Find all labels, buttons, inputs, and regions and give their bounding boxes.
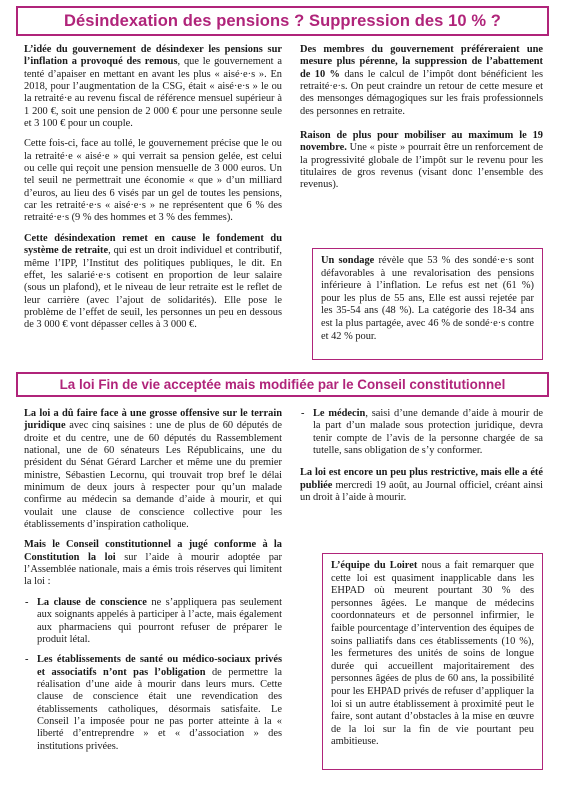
medecin-bold: Le médecin [313,408,366,419]
medecin-text: , saisi d’une demande d’aide à mourir de la part d’un malade sous protection juridique, devra tenir compte de l’avis de la personne chargée de sa tutelle, sans obligation de s’y conformer. [313,408,544,457]
paragraph-conseil [24,539,282,588]
reserves-list-continued [300,408,543,457]
lead-bold: L’idée du gouvernement de désindexer les pensions sur l’inflation a provoqué des remous [24,44,282,68]
lead-text: , que le gouvernement a tenté d’apaiser en mettant en avant les plus « aisé·e·s ». En 2018, pour l’augmentation de la CSG, était « aisé·e·s » le ou la retraité·e au revenu fiscal de référence mensuel supérieur à 1 200 €, soit une pension de 2 000 € pour une personne seule et 3 100 € pour un couple. [24,56,282,130]
publiee-text: mercredi 19 août, au Journal officiel, créant ainsi un droit à l’aide à mourir. [300,479,543,504]
article-fin-de-vie-left [24,408,282,761]
loiret-text: nous a fait remarquer que cette loi est quasiment inapplicable dans les EHPAD où meurent pourtant 30 % des personnes âgées. Le manque de médecins coordonnateurs et de personnel infirmier, le faible pourcentage d’intervention des équipes de soins palliatifs dans ces établissements (10 %), les fermetures des unités de soins de longue durée qui accueillent majoritairement des personnes âgées de plus de 60 ans, la possibilité pour les EHPAD privés de refuser d’appliquer la loi si un autre établissement à proximité peut le faire, sont autant d’obstacles à la mise en œuvre de la loi sur la fin de vie pourtant peu ambitieuse. [331,560,534,748]
abattement-text: dans le calcul de l’impôt dont bénéficient les retraité·e·s. On peut craindre un retour de cette mesure et des mensonges démagogiques sur les frais professionnels des personnes en retraite. [300,68,543,117]
paragraph-fondement [24,233,282,332]
headline-fin-de-vie: La loi Fin de vie acceptée mais modifiée par le Conseil constitutionnel [16,372,549,397]
headline-pensions: Désindexation des pensions ? Suppression des 10 % ? [16,6,549,36]
loiret-bold: L’équipe du Loiret [331,560,418,571]
clause-text: ne s’appliquera pas seulement aux soignants appelés à participer à l’acte, mais également aux pharmaciens qui pourront refuser de préparer le produit létal. [37,596,282,645]
paragraph-mobiliser [300,130,543,192]
paragraph-offensive [24,408,282,531]
mobiliser-text: Une « piste » pourrait être un renforcement de la progressivité globale de l’impôt sur le revenu pour les titulaires de gros revenus (visant donc l’ensemble des revenus). [300,142,543,191]
fondement-text: , qui est un droit individuel et contributif, même l’IPP, l’Institut des politiques publiques, le dit. En effet, les salarié·e·s cotisent en proportion de leur salaire (sous un plafond), et le niveau de leur retraite est le reflet de leur carrière (avec l’ajout de solidarités). Elle pose le problème de l’effet de seuil, les personnes un peu en dessous de 3 000 € vont dépasser celles à 3 000 €. [24,245,282,331]
conseil-text: sur l’aide à mourir adoptée par l’Assemblée nationale, mais a émis trois réserves qui limitent la loi : [24,551,282,588]
loiret-box [322,553,543,770]
offensive-text: avec cinq saisines : une de plus de 60 députés de droite et du centre, une de 60 députés du Rassemblement national, une de 60 sénateurs Les Républicains, une du président du Sénat Gérard Larcher et même une du premier ministre, Sébastien Lecornu, qui trouvait trop bref le délai minimum de deux jours à respecter pour qu’un malade confirme au médecin sa demande d’aide à mourir, et qui voulait une clause de conscience collective pour les établissements d’inspiration catholique. [24,420,282,531]
sondage-text: révèle que 53 % des sondé·e·s sont défavorables à une revalorisation des pensions inférieure à l’inflation. Le refus est net (61 %) pour les plus de 55 ans, Elle est aussi rejetée par les 35-54 ans (48 %). La catégorie des 18-34 ans est la plus partagée, avec 46 % de sondé·e·s contre et 42 % pour. [321,255,534,342]
etablissements-bold: Les établissements de santé ou médico-sociaux privés et associatifs n’ont pas l’obligation [37,654,282,678]
article-pensions-left [24,44,282,340]
publiee-bold: La loi est encore un peu plus restrictive, mais elle a été publiée [300,467,543,491]
paragraph-desindexation [24,44,282,130]
article-fin-de-vie-right [300,408,543,512]
reserves-list [24,597,282,753]
sondage-box [312,248,543,360]
conseil-bold: Mais le Conseil constitutionnel a jugé conforme à la Constitution la loi [24,539,282,563]
clause-bold: La clause de conscience [37,596,147,608]
mobiliser-bold: Raison de plus pour mobiliser au maximum le 19 novembre. [300,130,543,154]
article-pensions-right [300,44,543,200]
paragraph-publiee [300,467,543,504]
list-item [24,654,282,753]
paragraph-abattement [300,44,543,118]
etablissements-text: de permettre la réalisation d’une aide à mourir dans leurs murs. Cette clause de conscience était une revendication des établissements catholiques, désormais satisfaite. Le Conseil l’a imposée pour ne pas porter atteinte à la « liberté d’entreprendre » et « d’association » des institutions privées. [37,666,283,752]
fondement-bold: Cette désindexation remet en cause le fondement du système de retraite [24,232,282,257]
list-item [300,408,543,457]
abattement-bold: Des membres du gouvernement préféreraient une mesure plus pérenne, la suppression de l’abattement de 10 % [300,44,543,80]
offensive-bold: La loi a dû faire face à une grosse offensive sur le terrain juridique [24,408,282,432]
sondage-bold: Un sondage [321,255,375,266]
paragraph-seuil: Cette fois-ci, face au tollé, le gouvernement précise que le ou la retraité·e « aisé·e » qui verrait sa pension gelée, est celui ou celle qui reçoit une pension mensuelle de 3 000 euros. Un tel seuil ne permettrait une économie « que » d’un milliard d’euros, au lieu des 6 visés par un gel de toutes les pensions, car les retraité·e·s « aisé·e·s » ne représentent que 6 % des retraité·e·s (9 % des hommes et 3 % des femmes). [24,138,282,224]
list-item [24,597,282,646]
